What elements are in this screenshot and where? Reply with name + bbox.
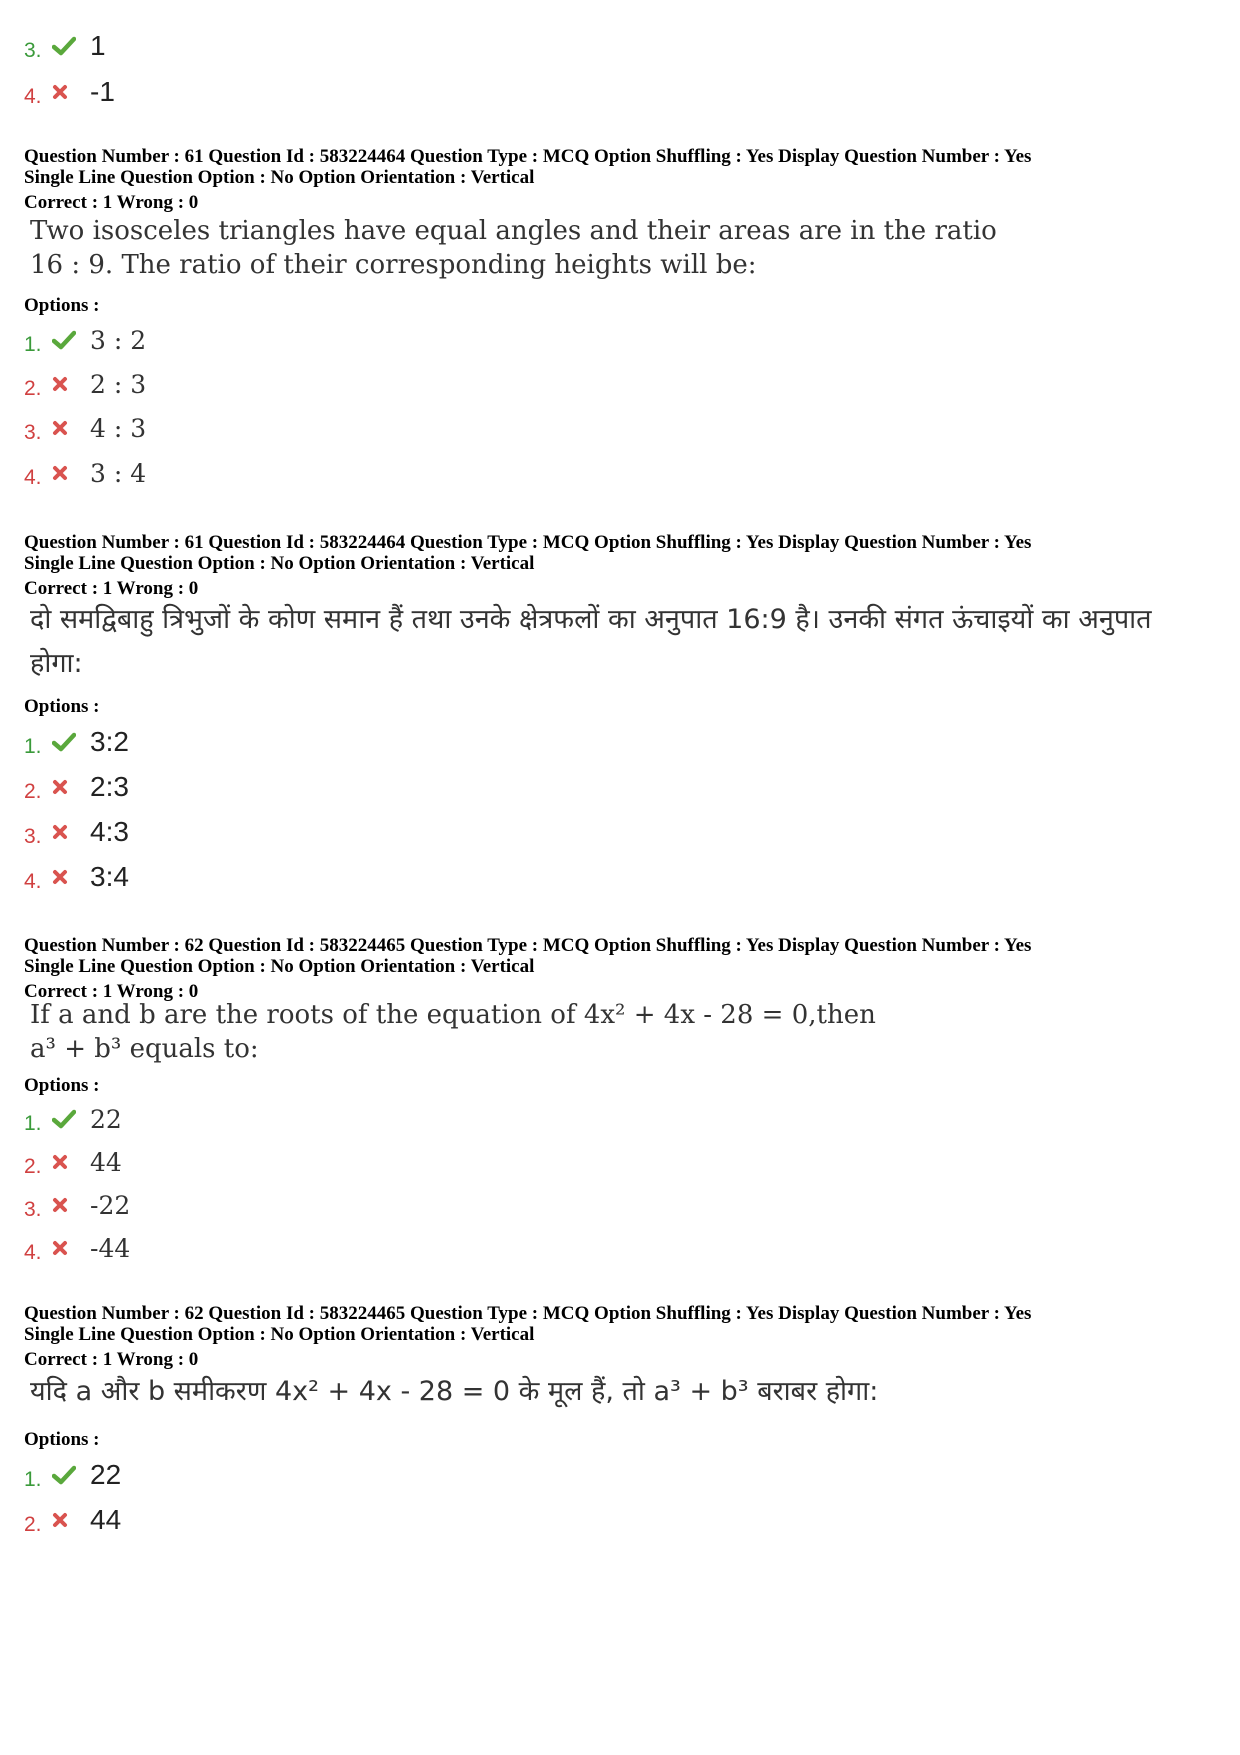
option-number: 1. bbox=[24, 735, 42, 758]
option-number: 4. bbox=[24, 466, 42, 489]
meta-line: Single Line Question Option : No Option Orientation : Vertical bbox=[24, 956, 535, 977]
option-row bbox=[24, 1500, 121, 1540]
cross-icon bbox=[52, 824, 88, 840]
option-text: 1 bbox=[90, 30, 106, 61]
option-number: 2. bbox=[24, 1513, 42, 1536]
option-text: 22 bbox=[90, 1459, 122, 1490]
cross-icon bbox=[52, 1197, 88, 1213]
meta-line: Question Number : 61 Question Id : 583224464 Question Type : MCQ Option Shuffling : Yes Display Question Number : Yes bbox=[24, 532, 1032, 553]
option-number: 1. bbox=[24, 333, 42, 356]
question-text bbox=[30, 998, 1210, 1066]
option-text: 3 : 2 bbox=[90, 325, 147, 355]
question-text-line: a³ + b³ equals to: bbox=[30, 1034, 259, 1064]
option-row bbox=[24, 320, 146, 360]
option-row bbox=[24, 1228, 130, 1268]
meta-line: Single Line Question Option : No Option Orientation : Vertical bbox=[24, 553, 535, 574]
meta-line: Question Number : 62 Question Id : 583224465 Question Type : MCQ Option Shuffling : Yes Display Question Number : Yes bbox=[24, 935, 1032, 956]
option-text: 44 bbox=[90, 1504, 122, 1535]
option-row bbox=[24, 1142, 122, 1182]
option-row bbox=[24, 1099, 122, 1139]
option-text: -22 bbox=[90, 1190, 131, 1220]
check-icon bbox=[52, 1109, 88, 1129]
option-row bbox=[24, 364, 146, 404]
options-label: Options : bbox=[24, 1075, 100, 1096]
option-text: 3:2 bbox=[90, 726, 129, 757]
check-icon bbox=[52, 1465, 88, 1485]
option-number: 4. bbox=[24, 85, 42, 108]
cross-icon bbox=[52, 465, 88, 481]
option-text: 3:4 bbox=[90, 861, 129, 892]
option-text: -1 bbox=[90, 76, 115, 107]
option-row bbox=[24, 408, 146, 448]
meta-line: Single Line Question Option : No Option Orientation : Vertical bbox=[24, 167, 535, 188]
cross-icon bbox=[52, 376, 88, 392]
option-number: 3. bbox=[24, 1198, 42, 1221]
option-text: 2:3 bbox=[90, 771, 129, 802]
marks-line: Correct : 1 Wrong : 0 bbox=[24, 578, 199, 599]
option-text: 22 bbox=[90, 1104, 122, 1134]
cross-icon bbox=[52, 869, 88, 885]
option-number: 1. bbox=[24, 1468, 42, 1491]
option-text: 2 : 3 bbox=[90, 369, 147, 399]
question-text: दो समद्विबाहु त्रिभुजों के कोण समान हैं तथा उनके क्षेत्रफलों का अनुपात 16:9 है। उनकी संगत ऊंचाइयों का अनुपात होगा: bbox=[30, 604, 1152, 679]
question-meta bbox=[24, 146, 1224, 213]
question-text-line: If a and b are the roots of the equation of 4x² + 4x - 28 = 0,then bbox=[30, 1000, 876, 1030]
option-text: 3 : 4 bbox=[90, 458, 147, 488]
options-label: Options : bbox=[24, 1429, 100, 1450]
check-icon bbox=[52, 732, 88, 752]
option-row bbox=[24, 767, 129, 807]
cross-icon bbox=[52, 1154, 88, 1170]
option-row bbox=[24, 72, 115, 112]
option-number: 4. bbox=[24, 1241, 42, 1264]
option-row bbox=[24, 722, 129, 762]
option-text: 44 bbox=[90, 1147, 122, 1177]
option-number: 1. bbox=[24, 1112, 42, 1135]
option-row bbox=[24, 857, 129, 897]
question-meta bbox=[24, 532, 1224, 599]
question-meta bbox=[24, 1303, 1224, 1370]
check-icon bbox=[52, 36, 88, 56]
meta-line: Question Number : 62 Question Id : 583224465 Question Type : MCQ Option Shuffling : Yes Display Question Number : Yes bbox=[24, 1303, 1032, 1324]
check-icon bbox=[52, 330, 88, 350]
option-number: 2. bbox=[24, 1155, 42, 1178]
option-text: 4:3 bbox=[90, 816, 129, 847]
option-text: 4 : 3 bbox=[90, 413, 147, 443]
option-number: 3. bbox=[24, 39, 42, 62]
option-number: 2. bbox=[24, 377, 42, 400]
marks-line: Correct : 1 Wrong : 0 bbox=[24, 1349, 199, 1370]
cross-icon bbox=[52, 84, 88, 100]
meta-line: Single Line Question Option : No Option Orientation : Vertical bbox=[24, 1324, 535, 1345]
question-meta bbox=[24, 935, 1224, 1002]
option-row bbox=[24, 1455, 121, 1495]
cross-icon bbox=[52, 1512, 88, 1528]
meta-line: Question Number : 61 Question Id : 583224464 Question Type : MCQ Option Shuffling : Yes Display Question Number : Yes bbox=[24, 146, 1032, 167]
option-row bbox=[24, 812, 129, 852]
option-text: -44 bbox=[90, 1233, 131, 1263]
question-text: यदि a और b समीकरण 4x² + 4x - 28 = 0 के मूल हैं, तो a³ + b³ बराबर होगा: bbox=[30, 1376, 879, 1407]
option-row bbox=[24, 1185, 130, 1225]
option-number: 3. bbox=[24, 421, 42, 444]
cross-icon bbox=[52, 420, 88, 436]
marks-line: Correct : 1 Wrong : 0 bbox=[24, 192, 199, 213]
option-number: 3. bbox=[24, 825, 42, 848]
option-number: 2. bbox=[24, 780, 42, 803]
option-row bbox=[24, 26, 106, 66]
cross-icon bbox=[52, 779, 88, 795]
cross-icon bbox=[52, 1240, 88, 1256]
options-label: Options : bbox=[24, 295, 100, 316]
options-label: Options : bbox=[24, 696, 100, 717]
question-text: Two isosceles triangles have equal angles and their areas are in the ratio 16 : 9. The ratio of their corresponding heights will be: bbox=[30, 216, 997, 280]
marks-line: Correct : 1 Wrong : 0 bbox=[24, 981, 199, 1002]
option-row bbox=[24, 453, 146, 493]
option-number: 4. bbox=[24, 870, 42, 893]
